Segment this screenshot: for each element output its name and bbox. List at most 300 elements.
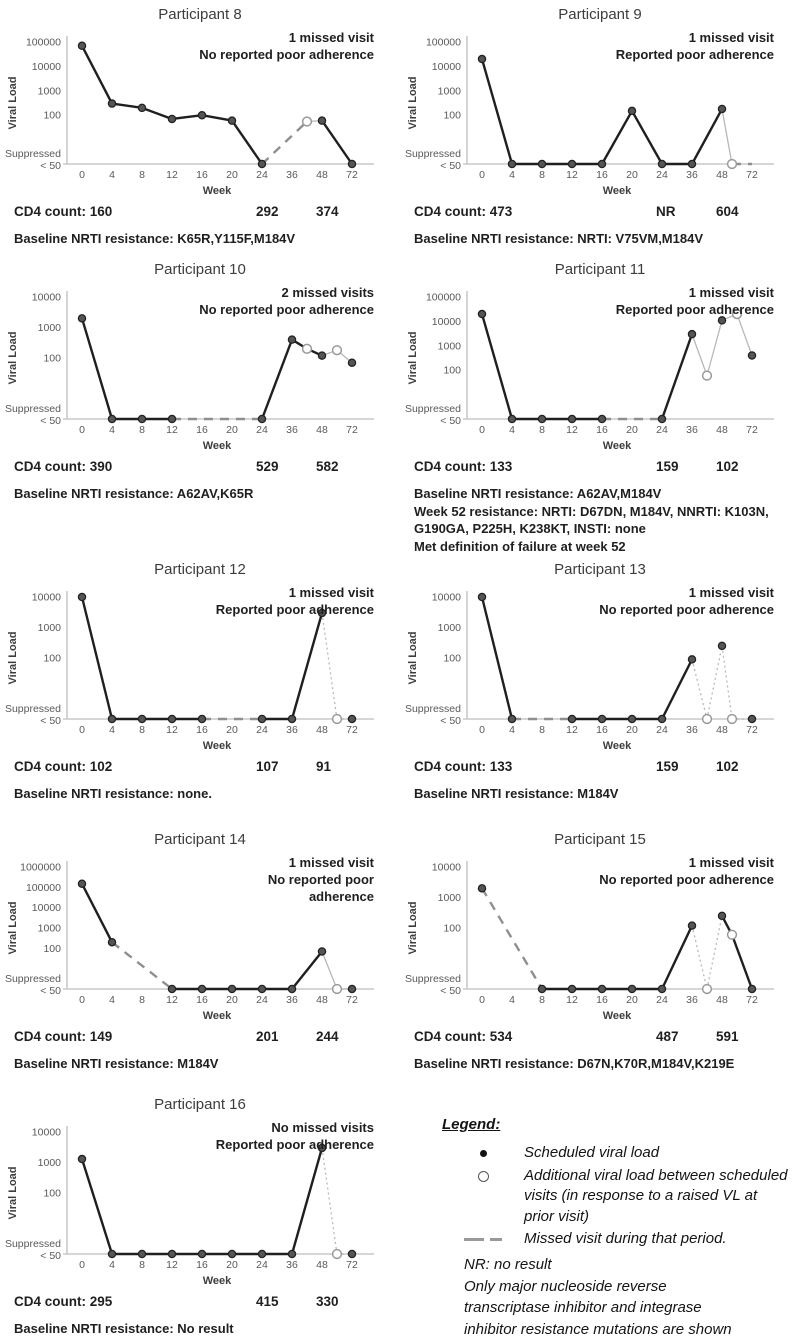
vl-segment-solid (232, 121, 262, 164)
scheduled-vl-point (718, 912, 725, 919)
scheduled-vl-point (108, 100, 115, 107)
resistance-notes (0, 1314, 400, 1338)
annotation-line: 1 missed visit (688, 585, 774, 600)
scheduled-vl-point (78, 880, 85, 887)
vl-segment-solid (82, 884, 112, 942)
vl-segment-dot (692, 926, 707, 989)
scheduled-vl-point (318, 352, 325, 359)
cd4-late-value: 604 (716, 204, 739, 219)
x-tick-label: 20 (226, 994, 238, 1006)
vl-segment-solid (322, 121, 352, 164)
x-tick-label: 48 (716, 169, 728, 181)
suppressed-label: < 50 (40, 985, 61, 997)
x-tick-label: 72 (746, 169, 758, 181)
y-tick-label: 1000 (437, 622, 461, 634)
y-tick-label: 1000 (37, 85, 61, 98)
scheduled-vl-point (718, 105, 725, 112)
scheduled-vl-point (198, 715, 205, 722)
scheduled-vl-point (658, 415, 665, 422)
annotation-line: 1 missed visit (688, 285, 774, 300)
scheduled-vl-point (108, 939, 115, 946)
x-tick-label: 16 (196, 994, 208, 1006)
scheduled-vl-point (198, 112, 205, 119)
cd4-late-value: 102 (716, 759, 739, 774)
vl-segment-light (707, 320, 722, 375)
scheduled-vl-point (258, 715, 265, 722)
additional-vl-point (303, 117, 312, 126)
vl-segment-light (692, 334, 707, 375)
scheduled-vl-point (318, 948, 325, 955)
scheduled-vl-point (568, 985, 575, 992)
cd4-late-value: 91 (316, 759, 332, 774)
scheduled-vl-point (748, 352, 755, 359)
x-tick-label: 72 (346, 724, 358, 736)
x-tick-label: 72 (746, 424, 758, 436)
resistance-notes (400, 779, 800, 803)
scheduled-vl-point (478, 593, 485, 600)
x-tick-label: 12 (166, 169, 178, 181)
scheduled-vl-point (318, 117, 325, 124)
y-tick-label: 100000 (425, 291, 461, 304)
cd4-late-value: 330 (316, 1294, 339, 1309)
scheduled-point-icon (442, 1143, 524, 1164)
scheduled-vl-point (108, 715, 115, 722)
scheduled-vl-point (508, 160, 515, 167)
vl-segment-solid (112, 104, 142, 108)
x-tick-label: 16 (596, 994, 608, 1006)
annotation-line: No reported poor adherence (599, 601, 774, 617)
annotation-line: 2 missed visits (281, 285, 374, 300)
scheduled-vl-point (568, 715, 575, 722)
annotation-line: No reported poor adherence (199, 301, 374, 317)
cd4-baseline-value: CD4 count: 102 (14, 759, 113, 774)
x-tick-label: 0 (79, 724, 85, 736)
x-tick-label: 48 (316, 424, 328, 436)
legend-title: Legend: (442, 1116, 501, 1133)
x-tick-label: 4 (109, 169, 115, 181)
y-axis-title: Viral Load (407, 331, 419, 385)
y-tick-label: 100 (443, 364, 461, 377)
y-tick-label: 10000 (31, 1126, 61, 1139)
y-tick-label: 1000 (37, 922, 61, 935)
scheduled-vl-point (628, 985, 635, 992)
y-axis-title: Viral Load (407, 901, 419, 955)
vl-segment-solid (82, 46, 112, 104)
x-axis-title: Week (202, 440, 232, 452)
x-tick-label: 72 (346, 424, 358, 436)
panel-annotation (199, 285, 374, 319)
x-tick-label: 48 (716, 424, 728, 436)
scheduled-vl-point (508, 715, 515, 722)
x-tick-label: 16 (596, 424, 608, 436)
x-tick-label: 36 (286, 724, 298, 736)
scheduled-vl-point (478, 55, 485, 62)
panel-title: Participant 9 (558, 6, 642, 23)
scheduled-vl-point (288, 985, 295, 992)
additional-vl-point (728, 160, 737, 169)
vl-segment-solid (262, 340, 292, 419)
resistance-notes (0, 479, 400, 503)
x-tick-label: 72 (746, 724, 758, 736)
panel-title: Participant 14 (154, 831, 246, 848)
y-tick-label: 10000 (431, 315, 461, 328)
scheduled-vl-point (478, 310, 485, 317)
suppressed-label: < 50 (40, 415, 61, 427)
resistance-note-line: Baseline NRTI resistance: A62AV,M184V (414, 486, 662, 501)
resistance-note-line: Week 52 resistance: NRTI: D67DN, M184V, NNRTI: K103N, G190GA, P225H, K238KT, INSTI: none (414, 503, 769, 537)
x-tick-label: 8 (139, 724, 145, 736)
vl-segment-solid (732, 935, 752, 989)
scheduled-vl-point (688, 922, 695, 929)
scheduled-vl-point (688, 160, 695, 167)
scheduled-vl-point (168, 715, 175, 722)
x-tick-label: 12 (566, 724, 578, 736)
y-axis-title: Viral Load (7, 331, 19, 385)
y-tick-label: 100 (43, 942, 61, 955)
y-tick-label: 10000 (431, 591, 461, 604)
x-tick-label: 12 (566, 994, 578, 1006)
x-tick-label: 8 (139, 994, 145, 1006)
suppressed-label: Suppressed (404, 148, 461, 160)
vl-segment-solid (482, 314, 512, 419)
x-tick-label: 4 (109, 1259, 115, 1271)
annotation-line: Reported poor adherence (615, 301, 774, 317)
annotation-line: No missed visits (271, 1120, 374, 1135)
missed-visit-dash-icon (442, 1229, 524, 1250)
x-tick-label: 8 (539, 994, 545, 1006)
vl-segment-solid (662, 926, 692, 989)
vl-segment-light (737, 314, 752, 355)
vl-segment-missed (262, 122, 307, 164)
vl-segment-dot (322, 613, 337, 719)
x-tick-label: 36 (686, 424, 698, 436)
cd4-mid-value: 107 (256, 759, 279, 774)
additional-vl-point (703, 985, 712, 994)
legend-note-line: NR: no result (464, 1255, 552, 1273)
x-tick-label: 8 (539, 169, 545, 181)
y-tick-label: 1000 (37, 622, 61, 634)
scheduled-vl-point (538, 415, 545, 422)
scheduled-vl-point (598, 985, 605, 992)
annotation-line: No reported poor adherence (599, 871, 774, 887)
x-tick-label: 24 (656, 169, 668, 181)
suppressed-label: < 50 (440, 415, 461, 427)
panel-annotation (199, 30, 374, 64)
cd4-late-value: 244 (316, 1029, 339, 1044)
legend-item-label: Missed visit during that period. (524, 1229, 727, 1247)
scheduled-vl-point (478, 885, 485, 892)
x-tick-label: 12 (166, 424, 178, 436)
cd4-mid-value: 159 (656, 459, 679, 474)
x-tick-label: 72 (346, 1259, 358, 1271)
cd4-baseline-value: CD4 count: 390 (14, 459, 113, 474)
additional-vl-point (728, 715, 737, 724)
x-axis-title: Week (202, 1010, 232, 1022)
y-tick-label: 100000 (25, 881, 61, 894)
scheduled-vl-point (78, 1155, 85, 1162)
x-tick-label: 0 (79, 424, 85, 436)
cd4-baseline-value: CD4 count: 160 (14, 204, 113, 219)
y-tick-label: 10000 (31, 902, 61, 915)
participant-panel (0, 825, 400, 1090)
x-tick-label: 36 (286, 1259, 298, 1271)
additional-vl-point (333, 985, 342, 994)
vl-segment-solid (482, 597, 512, 719)
vl-segment-dot (722, 646, 732, 719)
x-axis-title: Week (602, 1010, 632, 1022)
x-tick-label: 24 (656, 724, 668, 736)
x-tick-label: 12 (166, 1259, 178, 1271)
vl-segment-solid (482, 59, 512, 164)
scheduled-vl-point (258, 1250, 265, 1257)
x-axis-title: Week (202, 740, 232, 752)
y-axis-title: Viral Load (407, 631, 419, 685)
vl-segment-solid (632, 111, 662, 164)
x-tick-label: 20 (226, 169, 238, 181)
annotation-line: Reported poor adherence (215, 601, 374, 617)
scheduled-vl-point (538, 985, 545, 992)
suppressed-label: < 50 (40, 160, 61, 172)
vl-segment-solid (662, 334, 692, 419)
x-tick-label: 24 (656, 994, 668, 1006)
participant-panel (400, 255, 800, 555)
cd4-row (0, 1294, 400, 1314)
resistance-notes (400, 1049, 800, 1073)
scheduled-vl-point (138, 715, 145, 722)
x-tick-label: 36 (286, 424, 298, 436)
x-axis-title: Week (202, 185, 232, 197)
cd4-mid-value: 487 (656, 1029, 679, 1044)
open-dot-icon (478, 1171, 489, 1182)
suppressed-label: < 50 (440, 160, 461, 172)
scheduled-vl-point (258, 160, 265, 167)
annotation-line: Reported poor adherence (215, 1136, 374, 1152)
panel-annotation (599, 585, 774, 619)
scheduled-vl-point (348, 359, 355, 366)
vl-segment-dot (707, 646, 722, 719)
cd4-late-value: 591 (716, 1029, 739, 1044)
additional-point-icon (442, 1166, 524, 1187)
cd4-mid-value: 201 (256, 1029, 279, 1044)
cd4-mid-value: 292 (256, 204, 279, 219)
cd4-late-value: 102 (716, 459, 739, 474)
x-tick-label: 0 (479, 169, 485, 181)
cd4-baseline-value: CD4 count: 133 (414, 459, 513, 474)
cd4-row (400, 204, 800, 224)
suppressed-label: Suppressed (4, 703, 61, 715)
annotation-line: adherence (308, 888, 374, 904)
panel-annotation (216, 1120, 374, 1154)
vl-segment-solid (292, 951, 322, 989)
suppressed-label: < 50 (40, 1250, 61, 1262)
x-tick-label: 48 (316, 994, 328, 1006)
scheduled-vl-point (108, 1250, 115, 1257)
participant-panel (400, 555, 800, 825)
vl-segment-solid (662, 659, 692, 719)
cd4-row (0, 204, 400, 224)
x-tick-label: 4 (509, 424, 515, 436)
y-tick-label: 100 (43, 352, 61, 365)
participant-panel (0, 0, 400, 255)
y-tick-label: 10000 (31, 291, 61, 304)
x-tick-label: 16 (596, 169, 608, 181)
cd4-mid-value: NR (656, 204, 676, 219)
scheduled-vl-point (258, 415, 265, 422)
scheduled-vl-point (348, 160, 355, 167)
legend-item-label: Additional viral load between scheduled visits (in response to a raised VL at prior visit) (524, 1167, 788, 1225)
y-tick-label: 10000 (431, 861, 461, 874)
x-tick-label: 0 (479, 994, 485, 1006)
additional-vl-point (703, 371, 712, 380)
x-tick-label: 4 (509, 994, 515, 1006)
y-tick-label: 100 (443, 109, 461, 122)
scheduled-vl-point (168, 985, 175, 992)
y-tick-label: 100 (43, 109, 61, 122)
scheduled-vl-point (138, 104, 145, 111)
participant-panel (0, 1090, 400, 1337)
annotation-line: 1 missed visit (288, 30, 374, 45)
panel-title: Participant 13 (554, 561, 646, 578)
x-tick-label: 8 (539, 424, 545, 436)
x-tick-label: 16 (196, 169, 208, 181)
panel-title: Participant 10 (154, 261, 246, 278)
resistance-note-line: Met definition of failure at week 52 (414, 538, 626, 554)
scheduled-vl-point (288, 1250, 295, 1257)
vl-segment-solid (142, 108, 172, 119)
scheduled-vl-point (568, 160, 575, 167)
panel-annotation (268, 855, 374, 906)
cd4-row (400, 759, 800, 779)
scheduled-vl-point (748, 985, 755, 992)
x-tick-label: 20 (226, 1259, 238, 1271)
resistance-notes (0, 224, 400, 248)
resistance-note-line: Baseline NRTI resistance: No result (14, 1321, 234, 1336)
scheduled-vl-point (228, 117, 235, 124)
y-tick-label: 1000 (37, 322, 61, 334)
panel-title: Participant 11 (554, 261, 646, 278)
vl-segment-solid (292, 1148, 322, 1254)
x-tick-label: 4 (509, 169, 515, 181)
scheduled-vl-point (288, 336, 295, 343)
annotation-line: Reported poor adherence (615, 46, 774, 62)
x-tick-label: 4 (109, 724, 115, 736)
x-tick-label: 24 (256, 994, 268, 1006)
x-tick-label: 36 (686, 724, 698, 736)
resistance-note-line: Baseline NRTI resistance: D67N,K70R,M184V,K219E (414, 1056, 735, 1071)
x-tick-label: 24 (256, 169, 268, 181)
x-tick-label: 4 (509, 724, 515, 736)
resistance-note-line: Baseline NRTI resistance: K65R,Y115F,M184V (14, 231, 296, 246)
additional-vl-point (703, 715, 712, 724)
cd4-row (400, 1029, 800, 1049)
participant-panel (0, 555, 400, 825)
resistance-note-line: Baseline NRTI resistance: M184V (14, 1056, 219, 1071)
annotation-line: 1 missed visit (688, 855, 774, 870)
x-tick-label: 24 (256, 1259, 268, 1271)
y-tick-label: 10000 (31, 60, 61, 73)
scheduled-vl-point (688, 656, 695, 663)
y-axis-title: Viral Load (7, 76, 19, 130)
x-tick-label: 4 (109, 424, 115, 436)
resistance-notes (0, 779, 400, 803)
cd4-baseline-value: CD4 count: 295 (14, 1294, 113, 1309)
x-tick-label: 12 (566, 424, 578, 436)
x-tick-label: 8 (139, 169, 145, 181)
scheduled-vl-point (568, 415, 575, 422)
resistance-notes (400, 224, 800, 248)
legend-notes (464, 1254, 756, 1341)
x-tick-label: 16 (196, 1259, 208, 1271)
y-axis-title: Viral Load (407, 76, 419, 130)
suppressed-label: < 50 (440, 985, 461, 997)
x-tick-label: 8 (139, 1259, 145, 1271)
y-tick-label: 1000 (437, 892, 461, 904)
x-tick-label: 20 (626, 724, 638, 736)
scheduled-vl-point (748, 715, 755, 722)
cd4-baseline-value: CD4 count: 133 (414, 759, 513, 774)
scheduled-vl-point (718, 642, 725, 649)
cd4-late-value: 374 (316, 204, 339, 219)
y-tick-label: 1000 (437, 85, 461, 98)
scheduled-vl-point (348, 1250, 355, 1257)
x-tick-label: 72 (346, 994, 358, 1006)
x-tick-label: 12 (166, 724, 178, 736)
vl-segment-missed (112, 942, 172, 989)
scheduled-vl-point (168, 115, 175, 122)
suppressed-label: Suppressed (404, 703, 461, 715)
vl-segment-solid (82, 318, 112, 419)
suppressed-label: Suppressed (4, 973, 61, 985)
x-tick-label: 16 (196, 424, 208, 436)
y-axis-title: Viral Load (7, 1166, 19, 1220)
panel-title: Participant 15 (554, 831, 646, 848)
scheduled-vl-point (348, 985, 355, 992)
cd4-row (0, 459, 400, 479)
scheduled-vl-point (538, 160, 545, 167)
scheduled-vl-point (628, 107, 635, 114)
cd4-mid-value: 529 (256, 459, 279, 474)
scheduled-vl-point (258, 985, 265, 992)
annotation-line: No reported poor (267, 871, 374, 887)
x-tick-label: 0 (479, 424, 485, 436)
x-tick-label: 36 (286, 169, 298, 181)
x-tick-label: 16 (596, 724, 608, 736)
annotation-line: 1 missed visit (288, 585, 374, 600)
legend-item (442, 1143, 788, 1164)
filled-dot-icon (480, 1150, 487, 1157)
resistance-note-line: Baseline NRTI resistance: none. (14, 786, 212, 801)
scheduled-vl-point (78, 315, 85, 322)
x-tick-label: 48 (316, 1259, 328, 1271)
annotation-line: 1 missed visit (288, 855, 374, 870)
scheduled-vl-point (348, 715, 355, 722)
panel-title: Participant 8 (158, 6, 242, 23)
y-tick-label: 100000 (425, 36, 461, 49)
x-tick-label: 16 (196, 724, 208, 736)
resistance-note-line: Baseline NRTI resistance: A62AV,K65R (14, 486, 254, 501)
panel-title: Participant 16 (154, 1096, 246, 1113)
scheduled-vl-point (168, 415, 175, 422)
legend-item-label: Scheduled viral load (524, 1144, 660, 1161)
cd4-row (0, 1029, 400, 1049)
suppressed-label: Suppressed (404, 403, 461, 415)
resistance-note-line: Baseline NRTI resistance: NRTI: V75VM,M184V (414, 231, 703, 246)
x-tick-label: 20 (626, 994, 638, 1006)
x-tick-label: 8 (139, 424, 145, 436)
x-tick-label: 0 (79, 994, 85, 1006)
scheduled-vl-point (598, 715, 605, 722)
y-tick-label: 100000 (25, 36, 61, 49)
